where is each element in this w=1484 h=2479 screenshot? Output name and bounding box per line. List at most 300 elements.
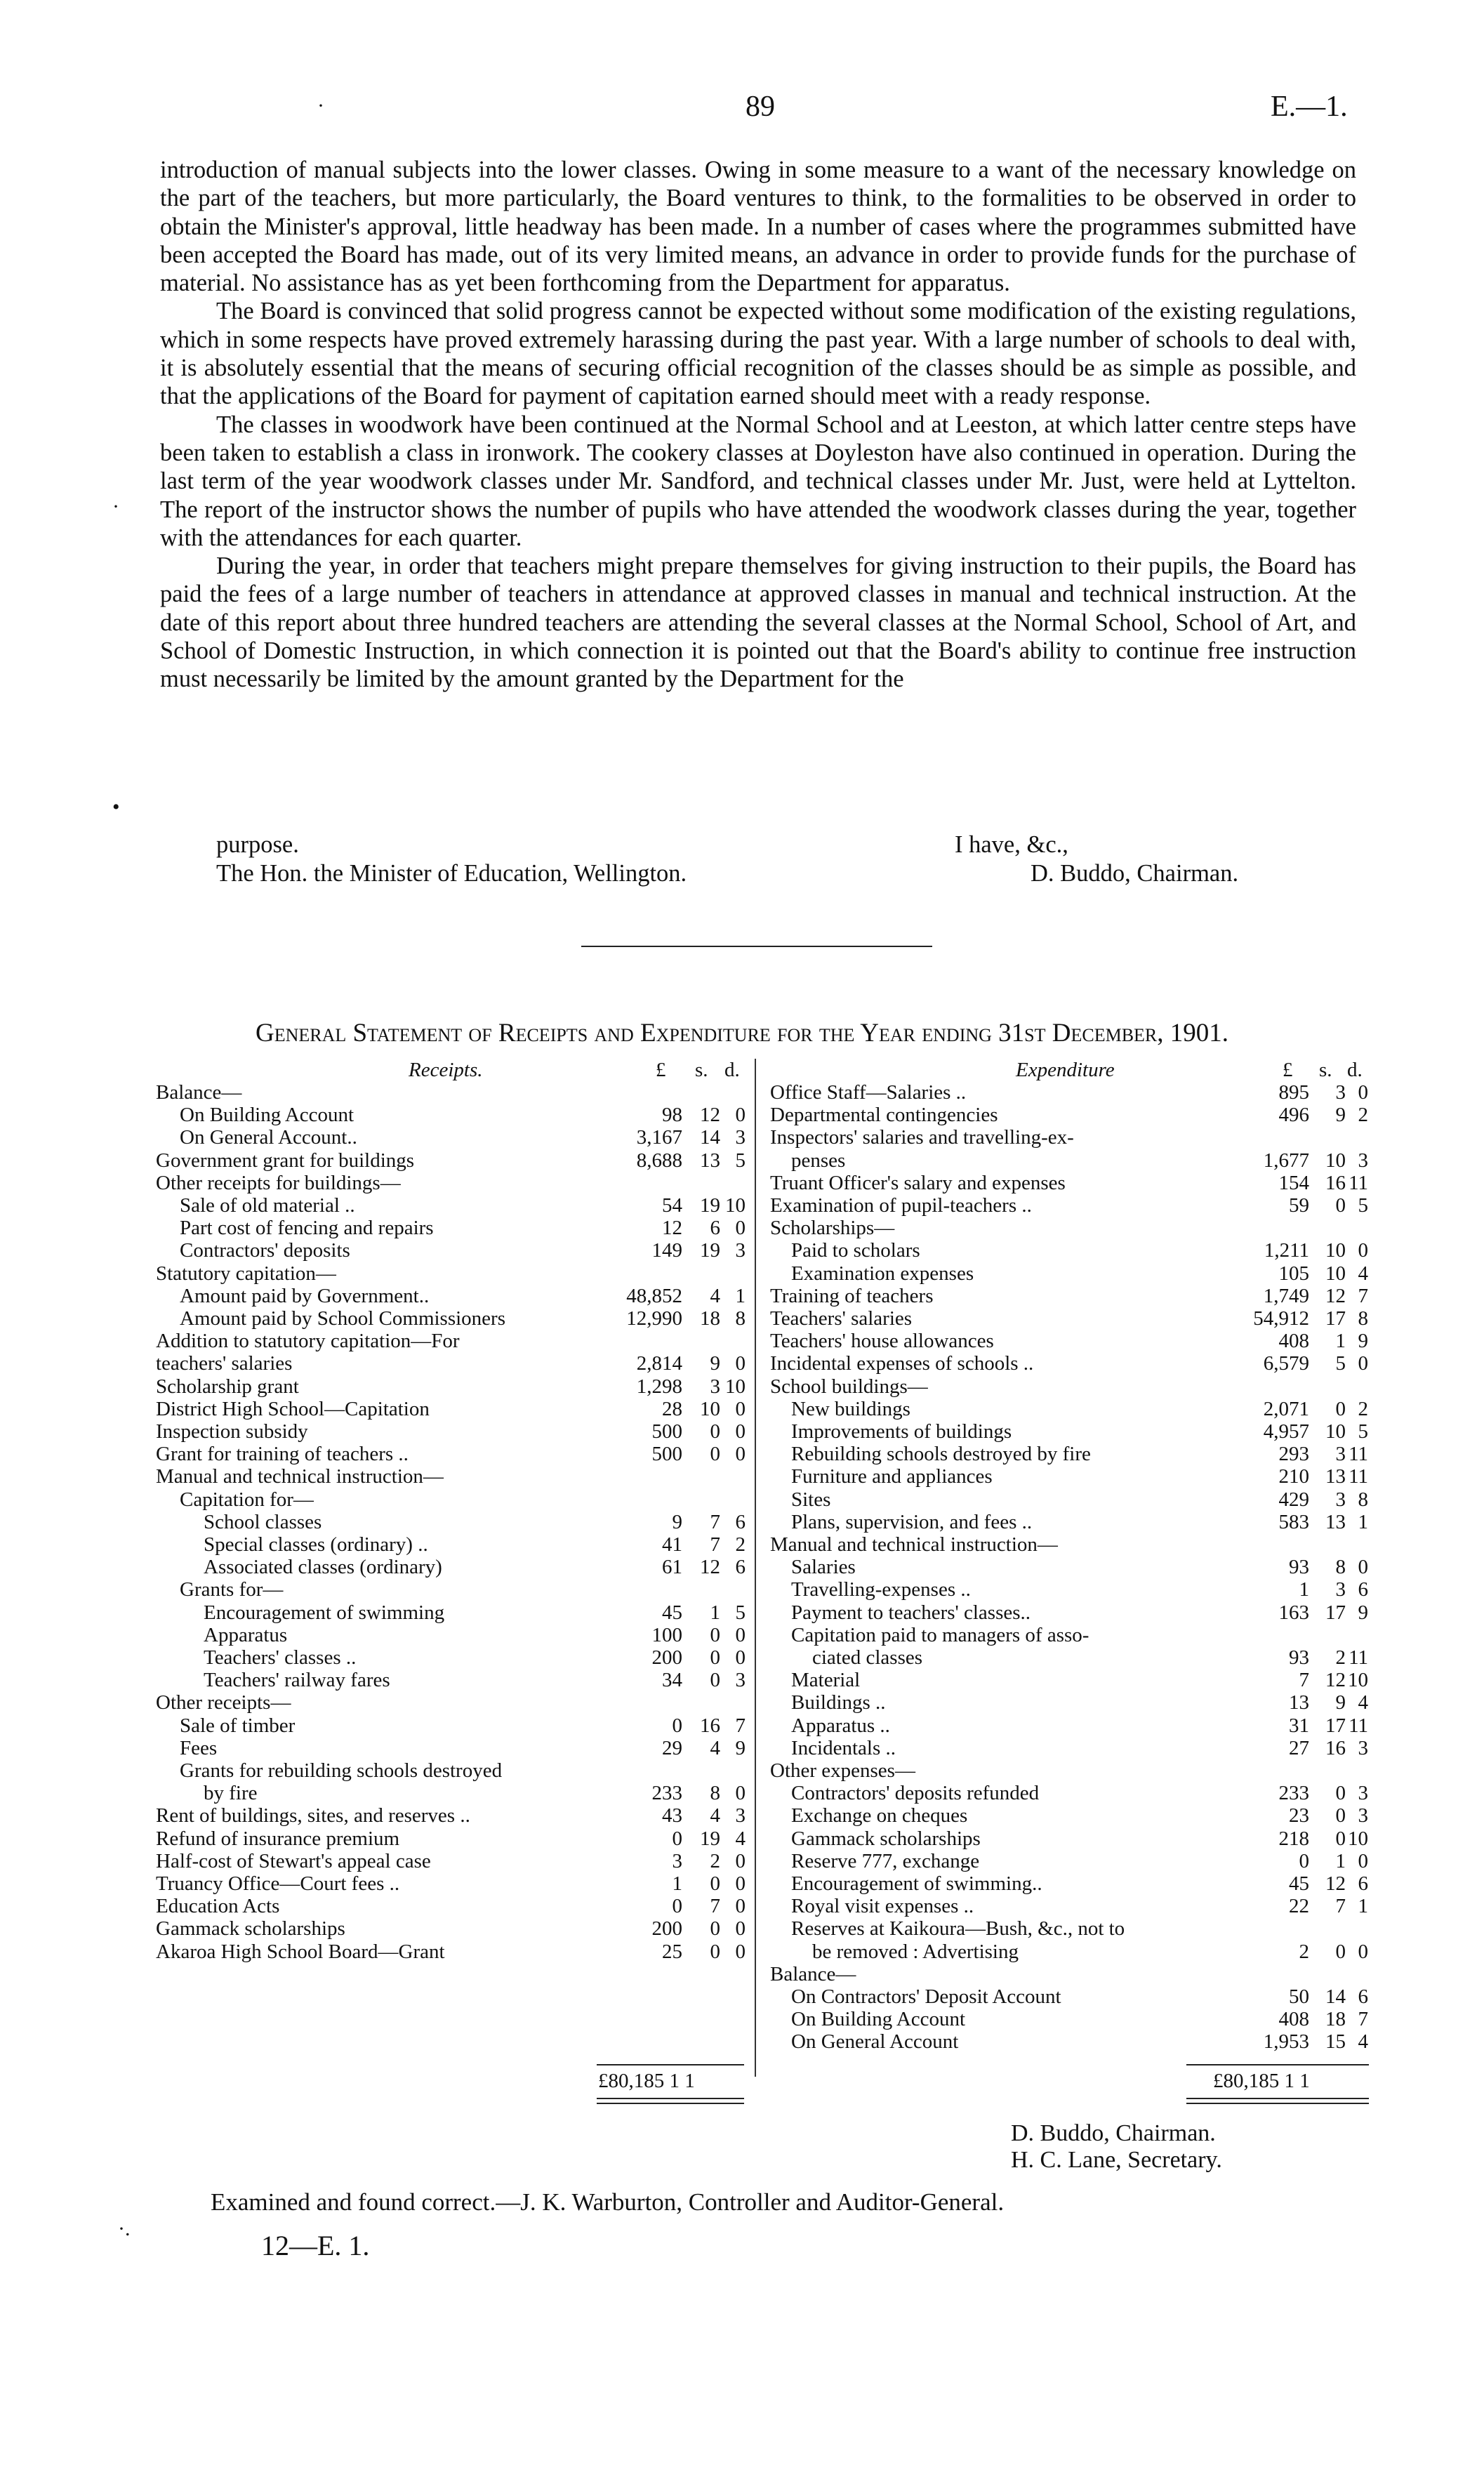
item-label: Grant for training of teachers .. <box>156 1443 409 1466</box>
expenditure-row <box>770 2030 1381 2053</box>
expenditure-row <box>770 1285 1381 1307</box>
pounds-value: 210 <box>1278 1465 1309 1488</box>
item-label: Truant Officer's salary and expenses <box>770 1171 1066 1194</box>
expenditure-total: £80,185 1 1 <box>1213 2070 1310 2092</box>
item-label: Departmental contingencies <box>770 1104 998 1127</box>
item-label: Akaroa High School Board—Grant <box>156 1940 445 1963</box>
item-label: Addition to statutory capitation—For <box>156 1330 460 1353</box>
shillings-value: 4 <box>710 1736 720 1759</box>
secretary-signature: H. C. Lane, Secretary. <box>1011 2147 1222 2173</box>
shillings-value: 17 <box>1325 1714 1346 1737</box>
pence-value: 2 <box>735 1533 746 1556</box>
pence-value: 10 <box>725 1375 746 1398</box>
receipt-row <box>156 1601 754 1624</box>
receipt-row <box>156 1330 754 1352</box>
shillings-value: 0 <box>710 1917 720 1941</box>
pence-value: 5 <box>1358 1194 1368 1217</box>
item-label: Salaries <box>791 1556 856 1579</box>
item-label: Material <box>791 1669 861 1692</box>
paragraph: The classes in woodwork have been continued at the Normal School and at Leeston, at which latter centre steps have been taken to establish a class in ironwork. The cookery classes at Doyleston have also continued in operation. During the last term of the year woodwork classes under Mr. Sandford, and technical classes under Mr. Just, were held at Lyttelton. The report of the instructor shows the number of pupils who have attended the woodwork classes during the year, together with the attendances for each quarter. <box>160 411 1356 551</box>
item-label: Reserve 777, exchange <box>791 1849 980 1872</box>
pounds-value: 1 <box>1299 1578 1309 1601</box>
expenditure-row <box>770 1963 1381 1985</box>
pence-value: 8 <box>735 1307 746 1330</box>
shillings-value: 16 <box>700 1714 720 1737</box>
item-label: penses <box>791 1149 846 1172</box>
shillings-value: 17 <box>1325 1307 1346 1330</box>
page-header <box>0 90 1484 132</box>
expenditure-row <box>770 1443 1381 1465</box>
shillings-value: 3 <box>1335 1578 1346 1601</box>
pence-value: 9 <box>1358 1601 1368 1624</box>
shillings-value: 0 <box>710 1443 720 1466</box>
expenditure-row <box>770 1375 1381 1398</box>
receipt-row <box>156 1172 754 1194</box>
shillings-value: 10 <box>700 1397 720 1420</box>
closing-line <box>160 860 1356 889</box>
pence-value: 7 <box>1358 2008 1368 2031</box>
item-label: Education Acts <box>156 1895 280 1918</box>
expenditure-row <box>770 1126 1381 1149</box>
receipt-row <box>156 1375 754 1398</box>
shillings-value: 9 <box>1335 1104 1346 1127</box>
column-divider <box>755 1059 756 2077</box>
shillings-value: 14 <box>700 1126 720 1149</box>
statement-title: General Statement of Receipts and Expenditure for the Year ending 31st December, 1901. <box>255 1019 1229 1047</box>
receipts-currency-headers <box>156 1059 754 1083</box>
shillings-value: 12 <box>1325 1284 1346 1307</box>
item-label: Furniture and appliances <box>791 1465 993 1488</box>
paragraph: introduction of manual subjects into the lower classes. Owing in some measure to a want of the necessary knowledge on the part of the teachers, but more particularly, the Board ventures to think, to the formalities to be observed in order to obtain the Minister's approval, little headway has been made. In a number of cases where the programmes submitted have been accepted the Board has made, out of its very limited means, an advance in order to provide funds for the purchase of material. No assistance has as yet been forthcoming from the Department for apparatus. <box>160 157 1356 297</box>
pounds-value: 54,912 <box>1253 1307 1309 1330</box>
expenditure-row <box>770 1941 1381 1963</box>
pounds-value: 2 <box>1299 1940 1309 1963</box>
document-reference: E.—1. <box>1271 91 1348 123</box>
expenditure-row <box>770 1624 1381 1646</box>
pence-value: 3 <box>735 1126 746 1149</box>
expenditure-row <box>770 1737 1381 1759</box>
item-label: Inspectors' salaries and travelling-ex- <box>770 1126 1074 1149</box>
shillings-value: 10 <box>1325 1420 1346 1443</box>
pence-value: 8 <box>1358 1488 1368 1511</box>
receipt-row <box>156 1149 754 1172</box>
pence-value: 2 <box>1358 1397 1368 1420</box>
shillings-value: 3 <box>1335 1443 1346 1466</box>
chairman-signature: D. Buddo, Chairman. <box>1011 2120 1216 2146</box>
pounds-value: 7 <box>1299 1669 1309 1692</box>
pounds-value: 29 <box>662 1736 682 1759</box>
expenditure-row <box>770 1827 1381 1850</box>
section-divider <box>581 946 932 947</box>
shillings-value: 16 <box>1325 1171 1346 1194</box>
expenditure-row <box>770 1398 1381 1420</box>
shillings-value: 7 <box>710 1533 720 1556</box>
item-label: Half-cost of Stewart's appeal case <box>156 1849 431 1872</box>
shillings-value: 19 <box>700 1827 720 1850</box>
pence-value: 0 <box>735 1646 746 1669</box>
expenditure-row <box>770 1307 1381 1330</box>
shillings-value: 0 <box>710 1872 720 1895</box>
pence-value: 10 <box>1348 1669 1368 1692</box>
receipt-row <box>156 1239 754 1262</box>
shillings-value: 0 <box>1335 1782 1346 1805</box>
expenditure-heading: Expenditure <box>1016 1059 1115 1081</box>
expenditure-row <box>770 1872 1381 1895</box>
receipt-row <box>156 1714 754 1737</box>
pounds-value: 233 <box>1278 1782 1309 1805</box>
expenditure-row <box>770 1533 1381 1556</box>
shillings-value: 0 <box>710 1623 720 1646</box>
item-label: Other receipts— <box>156 1691 291 1714</box>
item-label: Office Staff—Salaries .. <box>770 1081 967 1104</box>
item-label: be removed : Advertising <box>812 1940 1019 1963</box>
item-label: by fire <box>204 1782 258 1805</box>
expenditure-row <box>770 2008 1381 2030</box>
shillings-value: 16 <box>1325 1736 1346 1759</box>
receipt-row <box>156 1917 754 1940</box>
receipt-row <box>156 1488 754 1511</box>
pence-value: 0 <box>735 1397 746 1420</box>
item-label: Examination expenses <box>791 1262 974 1285</box>
receipt-row <box>156 1533 754 1556</box>
pounds-value: 233 <box>651 1782 682 1805</box>
pence-value: 1 <box>735 1284 746 1307</box>
expenditure-row <box>770 1782 1381 1804</box>
pounds-value: 12 <box>662 1217 682 1240</box>
shillings-header: s. <box>695 1059 708 1081</box>
expenditure-row <box>770 1556 1381 1578</box>
pounds-value: 500 <box>651 1443 682 1466</box>
item-label: School buildings— <box>770 1375 928 1398</box>
receipt-row <box>156 1104 754 1126</box>
shillings-value: 0 <box>1335 1804 1346 1827</box>
expenditure-row <box>770 1217 1381 1239</box>
pounds-value: 408 <box>1278 1330 1309 1353</box>
receipts-total-rule <box>597 2064 744 2065</box>
item-label: Statutory capitation— <box>156 1262 336 1285</box>
expenditure-row <box>770 1895 1381 1917</box>
report-body <box>160 156 1356 694</box>
footer-signature-mark: 12—E. 1. <box>261 2230 370 2261</box>
pounds-value: 4,957 <box>1263 1420 1309 1443</box>
pounds-value: 8,688 <box>636 1149 682 1172</box>
pence-value: 3 <box>1358 1804 1368 1827</box>
pounds-value: 2,814 <box>636 1352 682 1375</box>
item-label: Gammack scholarships <box>156 1917 345 1941</box>
pence-value: 2 <box>1358 1104 1368 1127</box>
pence-value: 0 <box>1358 1849 1368 1872</box>
shillings-value: 5 <box>1335 1352 1346 1375</box>
item-label: Manual and technical instruction— <box>156 1465 444 1488</box>
shillings-value: 18 <box>700 1307 720 1330</box>
item-label: Balance— <box>156 1081 242 1104</box>
pence-value: 0 <box>1358 1940 1368 1963</box>
closing-line <box>160 831 1356 860</box>
shillings-value: 0 <box>710 1646 720 1669</box>
expenditure-row <box>770 1420 1381 1443</box>
expenditure-row <box>770 1759 1381 1782</box>
shillings-value: 10 <box>1325 1239 1346 1262</box>
receipt-row <box>156 1194 754 1217</box>
item-label: Grants for— <box>180 1578 284 1601</box>
item-label: Incidentals .. <box>791 1736 896 1759</box>
pence-value: 9 <box>735 1736 746 1759</box>
item-label: Manual and technical instruction— <box>770 1533 1058 1556</box>
receipt-row <box>156 1443 754 1465</box>
pence-value: 0 <box>735 1917 746 1941</box>
auditor-certification: Examined and found correct.—J. K. Warburton, Controller and Auditor-General. <box>211 2188 1005 2216</box>
pence-value: 6 <box>735 1556 746 1579</box>
expenditure-row <box>770 1985 1381 2008</box>
pounds-value: 500 <box>651 1420 682 1443</box>
shillings-value: 9 <box>710 1352 720 1375</box>
pounds-value: 1,298 <box>636 1375 682 1398</box>
item-label: Gammack scholarships <box>791 1827 981 1850</box>
pence-value: 7 <box>1358 1284 1368 1307</box>
pounds-value: 149 <box>651 1239 682 1262</box>
receipts-total: £80,185 1 1 <box>598 2070 695 2092</box>
shillings-value: 8 <box>710 1782 720 1805</box>
page-number: 89 <box>746 91 775 123</box>
item-label: School classes <box>204 1510 322 1533</box>
pence-value: 3 <box>735 1239 746 1262</box>
expenditure-total-rule <box>1186 2064 1369 2065</box>
shillings-value: 0 <box>1335 1940 1346 1963</box>
pence-value: 0 <box>735 1849 746 1872</box>
receipt-row <box>156 1126 754 1149</box>
shillings-value: 13 <box>1325 1510 1346 1533</box>
item-label: Truancy Office—Court fees .. <box>156 1872 400 1895</box>
pence-value: 6 <box>1358 1578 1368 1601</box>
item-label: Reserves at Kaikoura—Bush, &c., not to <box>791 1917 1125 1941</box>
pence-value: 0 <box>735 1217 746 1240</box>
item-label: Encouragement of swimming.. <box>791 1872 1042 1895</box>
expenditure-currency-headers <box>770 1059 1381 1083</box>
pounds-value: 1,749 <box>1263 1284 1309 1307</box>
pence-value: 0 <box>735 1872 746 1895</box>
expenditure-row <box>770 1081 1381 1104</box>
item-label: District High School—Capitation <box>156 1397 430 1420</box>
pence-value: 7 <box>735 1714 746 1737</box>
item-label: Balance— <box>770 1962 856 1985</box>
receipt-row <box>156 1081 754 1104</box>
shillings-value: 13 <box>700 1149 720 1172</box>
pounds-value: 100 <box>651 1623 682 1646</box>
shillings-value: 1 <box>1335 1330 1346 1353</box>
expenditure-row <box>770 1465 1381 1488</box>
item-label: Incidental expenses of schools .. <box>770 1352 1034 1375</box>
pence-value: 0 <box>735 1782 746 1805</box>
receipt-row <box>156 1895 754 1917</box>
item-label: Associated classes (ordinary) <box>204 1556 442 1579</box>
receipt-row <box>156 1511 754 1533</box>
item-label: Paid to scholars <box>791 1239 920 1262</box>
item-label: Special classes (ordinary) .. <box>204 1533 428 1556</box>
item-label: Rebuilding schools destroyed by fire <box>791 1443 1091 1466</box>
pence-value: 0 <box>1358 1239 1368 1262</box>
shillings-header: s. <box>1319 1059 1332 1081</box>
item-label: Scholarships— <box>770 1217 895 1240</box>
pounds-value: 3,167 <box>636 1126 682 1149</box>
shillings-value: 9 <box>1335 1691 1346 1714</box>
pounds-value: 61 <box>662 1556 682 1579</box>
pence-value: 5 <box>735 1601 746 1624</box>
pence-value: 8 <box>1358 1307 1368 1330</box>
item-label: Apparatus <box>204 1623 288 1646</box>
margin-dot: • <box>112 795 120 819</box>
expenditure-row <box>770 1149 1381 1172</box>
pounds-value: 45 <box>662 1601 682 1624</box>
pence-value: 9 <box>1358 1330 1368 1353</box>
item-label: Other expenses— <box>770 1759 915 1782</box>
receipt-row <box>156 1782 754 1804</box>
pounds-value: 93 <box>1289 1646 1309 1669</box>
shillings-value: 0 <box>1335 1194 1346 1217</box>
item-label: Improvements of buildings <box>791 1420 1012 1443</box>
item-label: Teachers' salaries <box>770 1307 913 1330</box>
item-label: Travelling-expenses .. <box>791 1578 971 1601</box>
pence-value: 11 <box>1349 1171 1368 1194</box>
pounds-value: 895 <box>1278 1081 1309 1104</box>
pounds-value: 105 <box>1278 1262 1309 1285</box>
pounds-value: 1,211 <box>1264 1239 1309 1262</box>
pence-value: 6 <box>1358 1985 1368 2008</box>
paragraph: The Board is convinced that solid progress cannot be expected without some modification of the existing regulations, which in some respects have proved extremely harassing during the past year. With a large number of schools to deal with, it is absolutely essential that the means of securing official recognition of the classes should be as simple as possible, and that the applications of the Board for payment of capitation earned should meet with a ready response. <box>160 298 1356 410</box>
item-label: Refund of insurance premium <box>156 1827 400 1850</box>
pence-value: 0 <box>1358 1352 1368 1375</box>
pounds-value: 93 <box>1289 1556 1309 1579</box>
shillings-value: 8 <box>1335 1556 1346 1579</box>
item-label: Encouragement of swimming <box>204 1601 445 1624</box>
addressee: The Hon. the Minister of Education, Wellington. <box>216 860 687 887</box>
shillings-value: 18 <box>1325 2008 1346 2031</box>
pence-value: 11 <box>1349 1465 1368 1488</box>
pence-value: 3 <box>1358 1782 1368 1805</box>
pounds-value: 163 <box>1278 1601 1309 1624</box>
margin-dot: · <box>317 94 324 117</box>
shillings-value: 0 <box>1335 1397 1346 1420</box>
receipt-row <box>156 1420 754 1443</box>
shillings-value: 7 <box>710 1510 720 1533</box>
shillings-value: 10 <box>1325 1149 1346 1172</box>
pounds-value: 27 <box>1289 1736 1309 1759</box>
pence-value: 10 <box>1348 1827 1368 1850</box>
paragraph: During the year, in order that teachers might prepare themselves for giving instruction to their pupils, the Board has paid the fees of a large number of teachers in attendance at approved classes in manual and technical instruction. At the date of this report about three hundred teachers are attending the several classes at the Normal School, School of Art, and School of Domestic Instruction, in which connection it is pointed out that the Board's ability to continue free instruction must necessarily be limited by the amount granted by the Department for the <box>160 553 1356 693</box>
receipt-row <box>156 1578 754 1601</box>
pence-value: 0 <box>735 1895 746 1918</box>
item-label: Examination of pupil-teachers .. <box>770 1194 1032 1217</box>
receipt-row <box>156 1827 754 1850</box>
item-label: On General Account <box>791 2030 959 2054</box>
pence-value: 0 <box>735 1352 746 1375</box>
pence-value: 0 <box>1358 1081 1368 1104</box>
expenditure-row <box>770 1691 1381 1714</box>
shillings-value: 7 <box>710 1895 720 1918</box>
pounds-value: 48,852 <box>626 1284 682 1307</box>
pounds-value: 6,579 <box>1263 1352 1309 1375</box>
expenditure-row <box>770 1646 1381 1669</box>
pence-value: 1 <box>1358 1895 1368 1918</box>
expenditure-row <box>770 1194 1381 1217</box>
shillings-value: 0 <box>710 1420 720 1443</box>
expenditure-total-double-rule <box>1186 2098 1369 2104</box>
pence-value: 11 <box>1349 1646 1368 1669</box>
item-label: On General Account.. <box>180 1126 357 1149</box>
pence-value: 3 <box>735 1669 746 1692</box>
pounds-value: 12,990 <box>626 1307 682 1330</box>
pence-value: 3 <box>1358 1149 1368 1172</box>
shillings-value: 0 <box>710 1669 720 1692</box>
item-label: Capitation paid to managers of asso- <box>791 1623 1089 1646</box>
item-label: Royal visit expenses .. <box>791 1895 974 1918</box>
item-label: ciated classes <box>812 1646 923 1669</box>
item-label: On Building Account <box>180 1104 355 1127</box>
pounds-value: 9 <box>672 1510 682 1533</box>
item-label: New buildings <box>791 1397 910 1420</box>
expenditure-row <box>770 1352 1381 1375</box>
shillings-value: 3 <box>1335 1081 1346 1104</box>
expenditure-row <box>770 1601 1381 1624</box>
pence-value: 0 <box>735 1443 746 1466</box>
pounds-value: 3 <box>672 1849 682 1872</box>
expenditure-row <box>770 1714 1381 1737</box>
receipts-heading: Receipts. <box>409 1059 483 1081</box>
receipt-row <box>156 1759 754 1782</box>
receipt-row <box>156 1398 754 1420</box>
receipt-row <box>156 1691 754 1714</box>
receipt-row <box>156 1646 754 1669</box>
receipt-row <box>156 1872 754 1895</box>
purpose-text: purpose. <box>216 831 299 858</box>
pence-value: 4 <box>1358 2030 1368 2054</box>
pounds-value: 1,953 <box>1263 2030 1309 2054</box>
receipt-row <box>156 1804 754 1827</box>
shillings-value: 4 <box>710 1804 720 1827</box>
pounds-value: 43 <box>662 1804 682 1827</box>
expenditure-row <box>770 1917 1381 1940</box>
pounds-value: 0 <box>672 1714 682 1737</box>
item-label: Buildings .. <box>791 1691 886 1714</box>
item-label: Plans, supervision, and fees .. <box>791 1510 1033 1533</box>
pounds-value: 23 <box>1289 1804 1309 1827</box>
item-label: Contractors' deposits refunded <box>791 1782 1040 1805</box>
expenditure-row <box>770 1578 1381 1601</box>
pence-value: 0 <box>735 1623 746 1646</box>
pounds-value: 496 <box>1278 1104 1309 1127</box>
shillings-value: 17 <box>1325 1601 1346 1624</box>
pence-value: 4 <box>1358 1691 1368 1714</box>
shillings-value: 12 <box>700 1104 720 1127</box>
pounds-value: 0 <box>1299 1849 1309 1872</box>
shillings-value: 0 <box>710 1940 720 1963</box>
pounds-value: 22 <box>1289 1895 1309 1918</box>
shillings-value: 10 <box>1325 1262 1346 1285</box>
pounds-value: 98 <box>662 1104 682 1127</box>
pence-header: d. <box>724 1059 740 1081</box>
pence-value: 3 <box>735 1804 746 1827</box>
pence-value: 3 <box>1358 1736 1368 1759</box>
item-label: Contractors' deposits <box>180 1239 350 1262</box>
expenditure-row <box>770 1488 1381 1511</box>
item-label: Teachers' railway fares <box>204 1669 390 1692</box>
receipt-row <box>156 1285 754 1307</box>
pounds-value: 218 <box>1278 1827 1309 1850</box>
pounds-value: 0 <box>672 1895 682 1918</box>
item-label: Inspection subsidy <box>156 1420 308 1443</box>
pence-value: 11 <box>1349 1443 1368 1466</box>
expenditure-row <box>770 1239 1381 1262</box>
pounds-header: £ <box>1283 1059 1293 1081</box>
